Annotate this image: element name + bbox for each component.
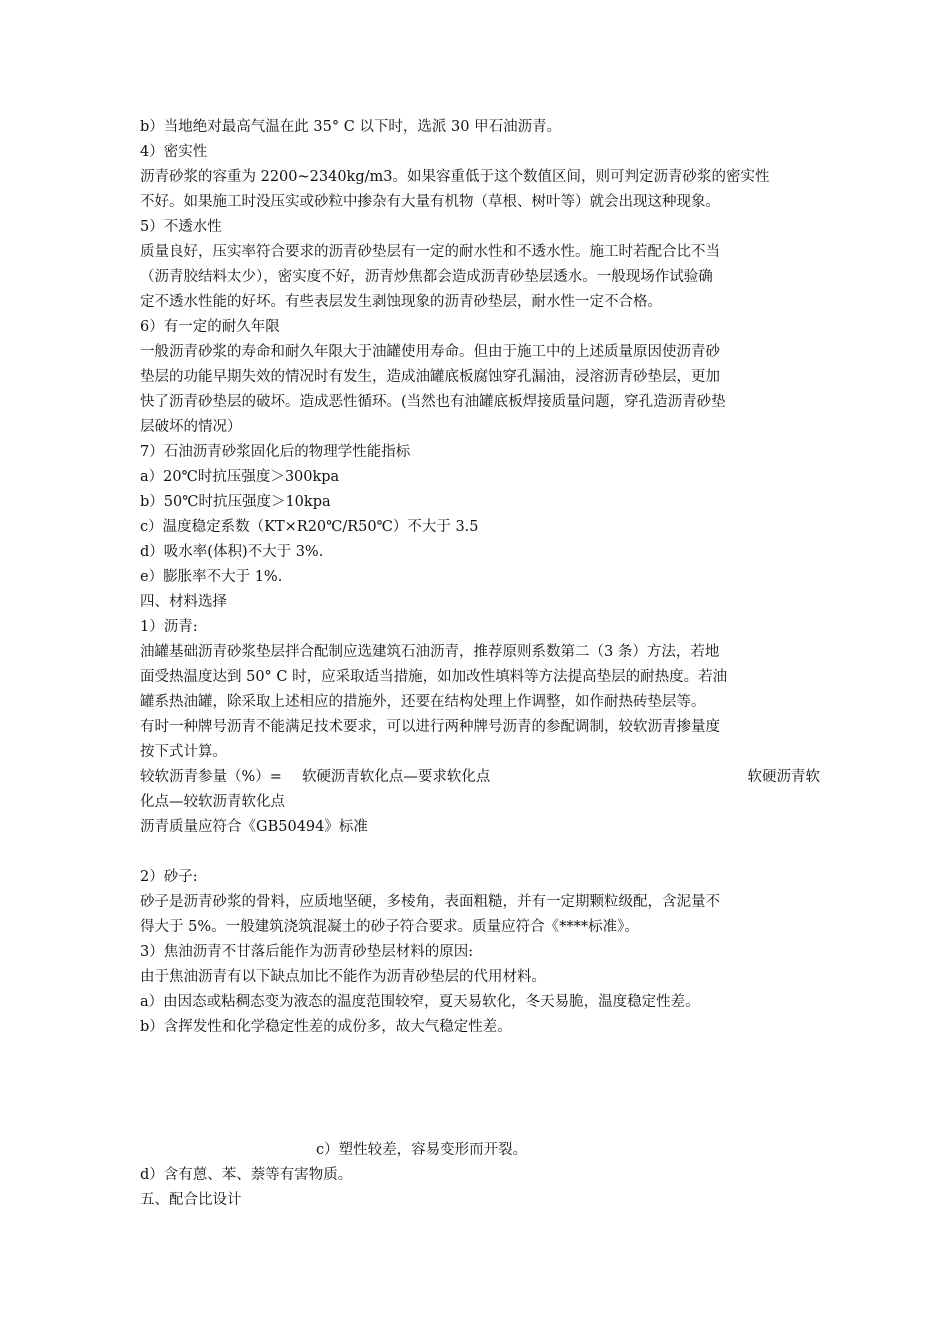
section-heading: 4）密实性 [140,144,208,160]
section-heading: 1）沥青: [140,619,198,635]
list-item: a）由因态或粘稠态变为液态的温度范围较窄，夏天易软化，冬天易脆，温度稳定性差。 [140,994,700,1010]
text-line: 定不透水性能的好坏。有些表层发生剥蚀现象的沥青砂垫层，耐水性一定不合格。 [140,294,662,310]
text-line: 一般沥青砂浆的寿命和耐久年限大于油罐使用寿命。但由于施工中的上述质量原因使沥青砂 [140,344,720,360]
text-line: 沥青质量应符合《GB50494》标准 [140,819,368,835]
formula-lhs: 较软沥青参量（%）= [140,769,282,785]
list-item: e）膨胀率不大于 1%. [140,569,283,585]
list-item: c）温度稳定系数（KT×R20℃/R50℃）不大于 3.5 [140,519,479,535]
list-item: a）20℃时抗压强度＞300kpa [140,469,340,485]
section-heading: 6）有一定的耐久年限 [140,319,280,335]
section-heading: 五、配合比设计 [140,1192,242,1208]
text-line: 层破坏的情况） [140,419,242,435]
text-line: 按下式计算。 [140,744,227,760]
text-line: b）当地绝对最高气温在此 35° C 以下时，选派 30 甲石油沥青。 [140,119,562,135]
text-line: 有时一种牌号沥青不能满足技术要求，可以进行两种牌号沥青的参配调制，较软沥青掺量度 [140,719,720,735]
text-line: （沥青胶结料太少），密实度不好，沥青炒焦都会造成沥青砂垫层透水。一般现场作试验确 [140,269,713,285]
section-heading: 3）焦油沥青不甘落后能作为沥青砂垫层材料的原因: [140,944,474,960]
list-item: c）塑性较差，容易变形而开裂。 [316,1142,528,1158]
section-heading: 7）石油沥青砂浆固化后的物理学性能指标 [140,444,411,460]
formula-denominator-end: 化点—较软沥青软化点 [140,794,285,810]
formula-denominator-start: 软硬沥青软 [747,769,820,785]
formula-line [140,765,820,790]
section-heading: 5）不透水性 [140,219,222,235]
list-item: b）含挥发性和化学稳定性差的成份多，故大气稳定性差。 [140,1019,512,1035]
text-line: 垫层的功能早期失效的情况时有发生，造成油罐底板腐蚀穿孔漏油，浸溶沥青砂垫层，更加 [140,369,720,385]
section-heading: 四、材料选择 [140,594,227,610]
text-line: 由于焦油沥青有以下缺点加比不能作为沥青砂垫层的代用材料。 [140,969,546,985]
text-line: 得大于 5%。一般建筑浇筑混凝土的砂子符合要求。质量应符合《****标准》。 [140,919,639,935]
text-line: 质量良好，压实率符合要求的沥青砂垫层有一定的耐水性和不透水性。施工时若配合比不当 [140,244,720,260]
text-line: 油罐基础沥青砂浆垫层拌合配制应选建筑石油沥青，推荐原则系数第二（3 条）方法，若地 [140,644,720,660]
formula-numerator: 软硬沥青软化点—要求软化点 [301,769,491,785]
section-heading: 2）砂子: [140,869,198,885]
text-line: 沥青砂浆的容重为 2200~2340kg/m3。如果容重低于这个数值区间，则可判定沥青砂浆的密实性 [140,169,770,185]
list-item: b）50℃时抗压强度＞10kpa [140,494,331,510]
text-line: 不好。如果施工时没压实或砂粒中掺杂有大量有机物（草根、树叶等）就会出现这种现象。 [140,194,720,210]
text-line: 罐系热油罐，除采取上述相应的措施外，还要在结构处理上作调整，如作耐热砖垫层等。 [140,694,706,710]
list-item: d）含有蒽、苯、萘等有害物质。 [140,1167,353,1183]
text-line: 快了沥青砂垫层的破坏。造成恶性循环。(当然也有油罐底板焊接质量问题，穿孔造沥青砂垫 [140,394,726,410]
list-item: d）吸水率(体积)不大于 3%. [140,544,324,560]
text-line: 砂子是沥青砂浆的骨料，应质地坚硬，多棱角，表面粗糙，并有一定期颗粒级配，含泥量不 [140,894,720,910]
text-line: 面受热温度达到 50° C 时，应采取适当措施，如加改性填料等方法提高垫层的耐热度。若油 [140,669,728,685]
